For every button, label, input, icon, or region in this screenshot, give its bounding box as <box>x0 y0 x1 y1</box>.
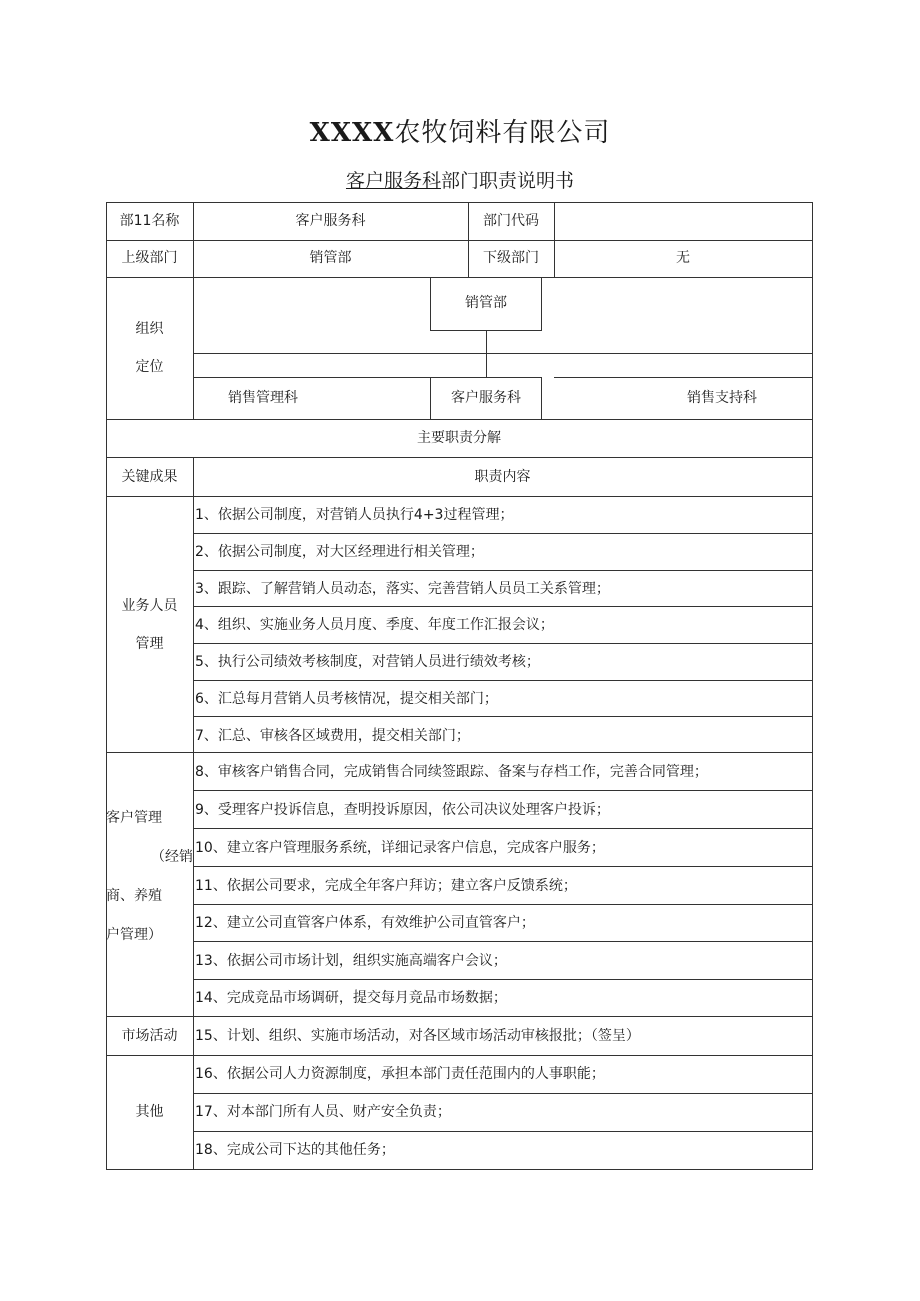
group-label: 户管理） <box>106 927 162 943</box>
org-top-node: 销管部 <box>465 295 507 311</box>
group-label: 客户管理 <box>106 810 162 826</box>
duty-item: 16、依据公司人力资源制度，承担本部门责任范围内的人事职能； <box>195 1066 605 1082</box>
duty-item: 8、审核客户销售合同，完成销售合同续签跟踪、备案与存档工作，完善合同管理； <box>195 764 708 780</box>
group-label: 其他 <box>135 1104 164 1120</box>
subtitle-rest: 部门职责说明书 <box>441 170 575 192</box>
org-center-node: 客户服务科 <box>451 390 521 406</box>
dept-name-label: 部11名称 <box>119 213 180 229</box>
company-title-main: 农牧饲料有限公司 <box>394 118 611 148</box>
superior-dept-label: 上级部门 <box>121 250 178 266</box>
dept-name-value: 客户服务科 <box>295 213 366 229</box>
duty-item: 12、建立公司直管客户体系，有效维护公司直管客户； <box>195 915 535 931</box>
section-title: 主要职责分解 <box>417 430 501 446</box>
duty-item: 4、组织、实施业务人员月度、季度、年度工作汇报会议； <box>195 617 554 633</box>
duty-item: 2、依据公司制度，对大区经理进行相关管理； <box>195 544 484 560</box>
column-content-header: 职责内容 <box>474 469 531 485</box>
duty-item: 3、跟踪、了解营销人员动态，落实、完善营销人员员工关系管理； <box>195 581 610 597</box>
duty-item: 13、依据公司市场计划，组织实施高端客户会议； <box>195 953 507 969</box>
duty-item: 15、计划、组织、实施市场活动，对各区域市场活动审核报批；（签呈） <box>195 1028 640 1044</box>
org-right-node: 销售支持科 <box>687 390 757 406</box>
group-label: （经销 <box>151 849 193 865</box>
duty-item: 17、对本部门所有人员、财产安全负责； <box>195 1104 451 1120</box>
org-label-line1: 组织 <box>135 321 164 337</box>
subordinate-dept-value: 无 <box>676 250 690 266</box>
duty-item: 6、汇总每月营销人员考核情况，提交相关部门； <box>195 691 498 707</box>
duty-item: 11、依据公司要求，完成全年客户拜访；建立客户反馈系统； <box>195 878 577 894</box>
company-title-prefix: XXXX <box>309 118 395 148</box>
duty-item: 10、建立客户管理服务系统，详细记录客户信息，完成客户服务； <box>195 840 605 856</box>
duty-item: 14、完成竞品市场调研，提交每月竞品市场数据； <box>195 990 507 1006</box>
group-label: 商、养殖 <box>106 888 162 904</box>
document-subtitle <box>0 166 920 193</box>
group-label: 市场活动 <box>121 1028 178 1044</box>
duty-item: 1、依据公司制度，对营销人员执行4+3过程管理； <box>195 507 514 523</box>
duty-item: 9、受理客户投诉信息，查明投诉原因，依公司决议处理客户投诉； <box>195 802 610 818</box>
group-label: 管理 <box>135 636 164 652</box>
subtitle-department: 客户服务科 <box>345 170 441 192</box>
duty-item: 5、执行公司绩效考核制度，对营销人员进行绩效考核； <box>195 654 540 670</box>
org-left-node: 销售管理科 <box>228 390 298 406</box>
company-title <box>0 112 920 149</box>
dept-code-label: 部门代码 <box>483 213 539 229</box>
subordinate-dept-label: 下级部门 <box>483 250 539 266</box>
duty-item: 18、完成公司下达的其他任务； <box>195 1142 395 1158</box>
org-label-line2: 定位 <box>135 359 164 375</box>
duty-item: 7、汇总、审核各区域费用，提交相关部门； <box>195 728 470 744</box>
group-label: 业务人员 <box>121 598 178 614</box>
superior-dept-value: 销管部 <box>309 250 352 266</box>
column-key-header: 关键成果 <box>121 469 178 485</box>
